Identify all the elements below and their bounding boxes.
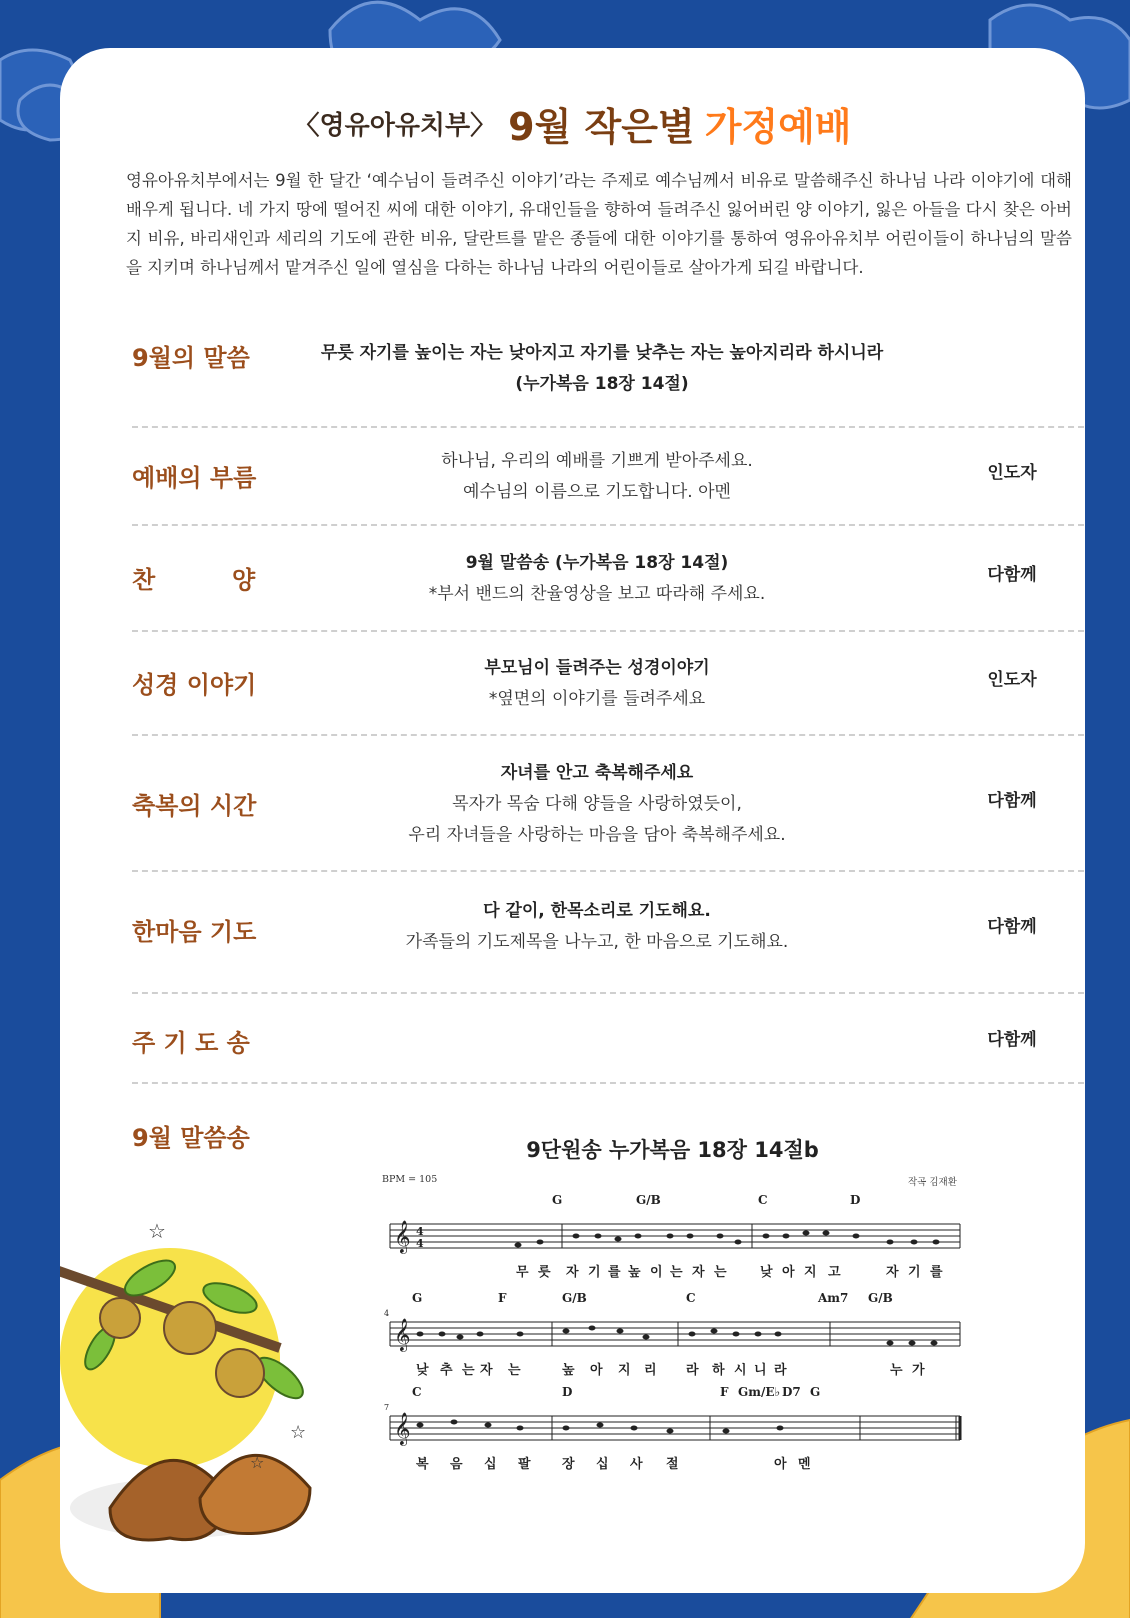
content-line: 우리 자녀들을 사랑하는 마음을 담아 축복해주세요. [408, 825, 786, 845]
chord: C [758, 1193, 768, 1207]
row-label: 한마음 기도 [132, 918, 257, 946]
song-title-wrap [60, 1134, 1085, 1164]
time-signature-top: 4 [416, 1225, 424, 1238]
content-line: *옆면의 이야기를 들려주세요 [488, 689, 706, 709]
content-line: 다 같이, 한목소리로 기도해요. [483, 901, 711, 921]
row-content [312, 896, 882, 958]
page-title [60, 96, 1085, 151]
lyric-syllable: 하 [712, 1363, 729, 1378]
lyric-syllable: 멘 [798, 1457, 815, 1472]
lyric-syllable: 장 [562, 1457, 579, 1472]
divider [132, 1082, 1084, 1084]
star-icon: ☆ [250, 1453, 265, 1472]
lyric-syllable: 를 [608, 1265, 625, 1280]
row-leader: 다함께 [987, 791, 1037, 811]
lyric-syllable: 절 [666, 1457, 683, 1472]
treble-clef-icon: 𝄞 [394, 1220, 411, 1253]
content-line: 가족들의 기도제목을 나누고, 한 마음으로 기도해요. [405, 932, 789, 952]
chord: G/B [636, 1193, 661, 1207]
lyric-syllable: 자 [480, 1363, 497, 1378]
lyric-syllable: 낮 [416, 1363, 433, 1378]
lyric-syllable: 복 [416, 1457, 433, 1472]
song-section-label: 9월 말씀송 [132, 1124, 250, 1152]
lyric-syllable: 사 [630, 1457, 647, 1472]
lyric-syllable: 니 [754, 1363, 771, 1378]
row-label: 축복의 시간 [132, 792, 257, 820]
intro-paragraph: 영유아유치부에서는 9월 한 달간 ‘예수님이 들려주신 이야기’라는 주제로 예수님께서 비유로 말씀해주신 하나님 나라 이야기에 대해 배우게 됩니다. 네 가지 땅에 떨어진 씨에 대한 이야기, 유대인들을 향하여 들려주신 잃어버린 양 이야기, 잃은 아들을 다시 찾은 아버지 비유, 바리새인과 세리의 기도에 관한 비유, 달란트를 맡은 종들에 대한 이야기를 통하여 영유아유치부 어린이들이 하나님의 말씀을 지키며 하나님께서 맡겨주신 일에 열심을 다하는 하나님 나라의 어린이들로 살아가게 되길 바랍니다. [126, 171, 1072, 277]
lyric-syllable: 는 [670, 1265, 687, 1280]
content-line: (누가복음 18장 14절) [515, 374, 689, 394]
row-content [312, 653, 882, 715]
divider [132, 734, 1084, 736]
chord: G [810, 1385, 821, 1399]
lyric-syllable: 라 [686, 1363, 703, 1378]
star-icon: ☆ [290, 1422, 307, 1443]
row-content [312, 548, 882, 610]
content-line: *부서 밴드의 찬율영상을 보고 따라해 주세요. [428, 584, 766, 604]
chord: G/B [868, 1291, 893, 1305]
lyric-syllable: 기 [908, 1265, 925, 1280]
lyric-syllable: 아 [774, 1457, 791, 1472]
chord: C [686, 1291, 696, 1305]
chord: D [562, 1385, 573, 1399]
divider [132, 630, 1084, 632]
lyric-syllable: 이 [650, 1265, 667, 1280]
lyric-syllable: 지 [804, 1265, 821, 1280]
measure-number: 7 [384, 1403, 390, 1412]
chord: G/B [562, 1291, 587, 1305]
row-content [312, 446, 882, 508]
lyric-syllable: 추 [440, 1363, 457, 1378]
divider [132, 426, 1084, 428]
lyric-syllable: 자 [692, 1265, 709, 1280]
row-label: 성경 이야기 [132, 671, 257, 699]
lyric-syllable: 고 [828, 1265, 845, 1280]
row-leader: 다함께 [987, 565, 1037, 585]
title-accent: 가정예배 [704, 105, 852, 149]
lyric-syllable: 팔 [518, 1457, 535, 1472]
lyric-syllable: 누 [890, 1363, 907, 1378]
content-line: 부모님이 들려주는 성경이야기 [484, 658, 710, 678]
chord: Gm/E♭ [738, 1385, 781, 1399]
lyric-syllable: 자 [566, 1265, 583, 1280]
measure-number: 4 [384, 1309, 390, 1318]
lyric-syllable: 지 [618, 1363, 635, 1378]
chord: F [720, 1385, 729, 1399]
star-icon: ☆ [148, 1219, 166, 1243]
time-signature-bottom: 4 [416, 1237, 424, 1250]
lyric-syllable: 낮 [760, 1265, 777, 1280]
worship-card [60, 48, 1085, 1593]
chord: G [412, 1291, 423, 1305]
row-leader: 다함께 [987, 1030, 1037, 1050]
row-label-second: 양 [232, 566, 256, 594]
lyric-syllable: 아 [782, 1265, 799, 1280]
chord: D [850, 1193, 861, 1207]
content-line: 예수님의 이름으로 기도합니다. 아멘 [463, 482, 731, 502]
chord: F [498, 1291, 507, 1305]
treble-clef-icon: 𝄞 [394, 1412, 411, 1445]
chord: D7 [782, 1385, 801, 1399]
lyric-syllable: 십 [596, 1457, 613, 1472]
lyric-syllable: 가 [912, 1363, 929, 1378]
content-line: 자녀를 안고 축복해주세요 [500, 763, 694, 783]
treble-clef-icon: 𝄞 [394, 1318, 411, 1351]
lyric-syllable: 음 [450, 1457, 467, 1472]
lyric-syllable: 기 [588, 1265, 605, 1280]
row-label: 예배의 부름 [132, 464, 257, 492]
lyric-syllable: 아 [590, 1363, 607, 1378]
title-main: 9월 작은별 [508, 105, 695, 149]
lyric-syllable: 릇 [538, 1265, 555, 1280]
divider [132, 870, 1084, 872]
lyric-syllable: 높 [628, 1265, 645, 1280]
row-leader: 인도자 [987, 670, 1037, 690]
lyric-syllable: 를 [930, 1265, 947, 1280]
row-leader: 인도자 [987, 463, 1037, 483]
lyric-syllable: 십 [484, 1457, 501, 1472]
row-content [252, 338, 952, 400]
divider [132, 524, 1084, 526]
song-title: 9단원송 누가복음 18장 14절b [526, 1138, 819, 1162]
chord: Am7 [818, 1291, 849, 1305]
lyric-syllable: 높 [562, 1363, 579, 1378]
divider [132, 992, 1084, 994]
content-line: 무릇 자기를 높이는 자는 낮아지고 자기를 낮추는 자는 높아지리라 하시니라 [320, 343, 884, 363]
org-name: 〈영유아유치부〉 [293, 111, 497, 141]
composer-label: 작곡 김재환 [908, 1177, 957, 1188]
lyric-syllable: 라 [774, 1363, 791, 1378]
row-label: 주 기 도 송 [132, 1029, 250, 1057]
lyric-syllable: 는 [508, 1363, 525, 1378]
row-label: 찬 [132, 566, 156, 594]
lyric-syllable: 자 [886, 1265, 903, 1280]
staff-lines [390, 1224, 960, 1440]
lyric-syllable: 리 [644, 1363, 661, 1378]
chord: C [412, 1385, 422, 1399]
row-label: 9월의 말씀 [132, 344, 250, 372]
row-content [312, 758, 882, 851]
bpm-label: BPM = 105 [382, 1174, 438, 1185]
lyric-syllable: 시 [734, 1363, 751, 1378]
lyric-syllable: 는 [714, 1265, 731, 1280]
content-line: 9월 말씀송 (누가복음 18장 14절) [465, 553, 729, 573]
row-leader: 다함께 [987, 917, 1037, 937]
chestnut-illustration [60, 1208, 360, 1593]
chord: G [552, 1193, 563, 1207]
lyric-syllable: 는 [462, 1363, 479, 1378]
content-line: 목자가 목숨 다해 양들을 사랑하였듯이, [452, 794, 742, 814]
content-line: 하나님, 우리의 예배를 기쁘게 받아주세요. [441, 451, 753, 471]
lyric-syllable: 무 [516, 1265, 533, 1280]
